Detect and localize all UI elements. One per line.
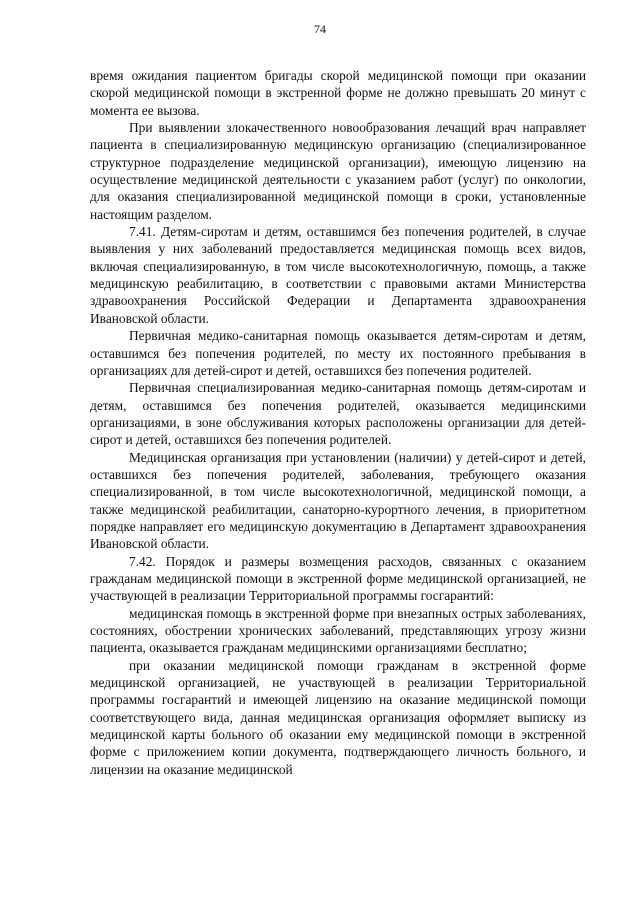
- paragraph-high-tech-referral: Медицинская организация при установлении (наличии) у детей-сирот и детей, оставшихся без попечения родителей, заболевания, требующего оказания специализированной, в том числе высокотехнологичной, медицинской помощи, а также медицинской реабилитации, санаторно-курортного лечения, в приоритетном порядке направляет его медицинскую документацию в Департамент здравоохранения Ивановской области.: [90, 449, 586, 552]
- paragraph-emergency-free: медицинская помощь в экстренной форме при внезапных острых заболеваниях, состояниях, обострении хронических заболеваний, представляющих угрозу жизни пациента, оказывается гражданам медицинскими организациями бесплатно;: [90, 605, 586, 656]
- paragraph-7-42: 7.42. Порядок и размеры возмещения расходов, связанных с оказанием гражданам медицинской помощи в экстренной форме медицинской организацией, не участвующей в реализации Территориальной программы госгарантий:: [90, 553, 586, 604]
- paragraph-primary-care-orphans: Первичная медико-санитарная помощь оказывается детям-сиротам и детям, оставшимся без попечения родителей, по месту их постоянного пребывания в организациях для детей-сирот и детей, оставшихся без попечения родителей.: [90, 328, 586, 378]
- paragraph-oncology-referral: При выявлении злокачественного новообразования лечащий врач направляет пациента в специализированную медицинскую организацию (специализированное структурное подразделение медицинской организации), имеющую лицензию на осуществление медицинской деятельности с указанием работ (услуг) по онкологии, для оказания специализированной медицинской помощи в сроки, установленные настоящим разделом.: [90, 120, 586, 222]
- page-number: 74: [314, 22, 326, 36]
- document-body: [90, 67, 586, 778]
- paragraph-continuation: время ожидания пациентом бригады скорой медицинской помощи при оказании скорой медицинской помощи в экстренной форме не должно превышать 20 минут с момента ее вызова.: [90, 68, 586, 118]
- paragraph-specialized-primary-care: Первичная специализированная медико-санитарная помощь детям-сиротам и детям, оставшимся без попечения родителей, оказывается медицинскими организациями, в зоне обслуживания которых расположены организации для детей-сирот и детей, оставшихся без попечения родителей.: [90, 380, 586, 448]
- paragraph-7-41: 7.41. Детям-сиротам и детям, оставшимся без попечения родителей, в случае выявления у них заболеваний предоставляется медицинская помощь всех видов, включая специализированную, в том числе высокотехнологичную, помощь, а также медицинскую реабилитацию, в соответствии с правовыми актами Министерства здравоохранения Российской Федерации и Департамента здравоохранения Ивановской области.: [90, 224, 586, 326]
- paragraph-emergency-extract: при оказании медицинской помощи гражданам в экстренной форме медицинской организацией, не участвующей в реализации Территориальной программы госгарантий и имеющей лицензию на оказание медицинской помощи соответствующего вида, данная медицинская организация оформляет выписку из медицинской карты больного об оказании ему медицинской помощи в экстренной форме с приложением копии документа, подтверждающего личность больного, и лицензии на оказание медицинской: [90, 657, 586, 777]
